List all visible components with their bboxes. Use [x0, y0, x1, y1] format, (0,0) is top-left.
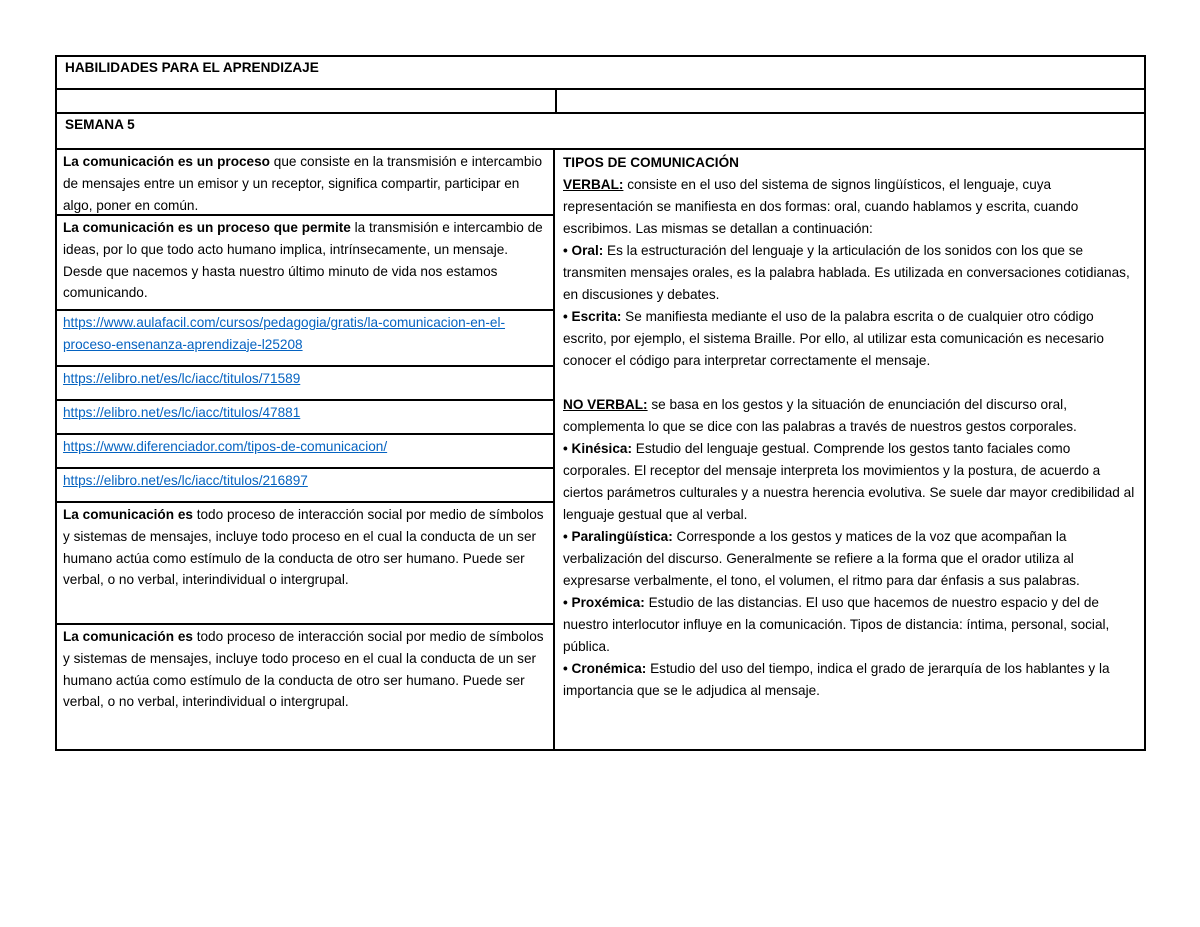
- blank-cell-left: [57, 90, 557, 112]
- link-elibro-47881[interactable]: https://elibro.net/es/lc/iacc/titulos/47881: [63, 405, 301, 420]
- definition-2-bold: La comunicación es un proceso que permite: [63, 220, 351, 235]
- link-cell-2: [57, 367, 553, 401]
- definition-4-text: todo proceso de interacción social por medio de símbolos y sistemas de mensajes, incluye todo proceso en el cual la conducta de un ser humano actúa como estímulo de la conducta de otro ser humano. Puede ser verbal, o no verbal, interindividual o intergrupal.: [63, 629, 544, 710]
- noverbal-paragraph: [563, 394, 1136, 438]
- paragraph-spacer: [563, 372, 1136, 394]
- definition-1-bold: La comunicación es un proceso: [63, 154, 270, 169]
- oral-label: • Oral:: [563, 243, 604, 258]
- oral-paragraph: [563, 240, 1136, 306]
- link-diferenciador[interactable]: https://www.diferenciador.com/tipos-de-comunicacion/: [63, 439, 388, 454]
- cronemica-paragraph: [563, 658, 1136, 702]
- verbal-paragraph: [563, 174, 1136, 240]
- right-column: [555, 150, 1146, 751]
- definition-2-text: la transmisión e intercambio de ideas, por lo que todo acto humano implica, intrínsecamente, un mensaje. Desde que nacemos y hasta nuestro último minuto de vida nos estamos comunicando.: [63, 220, 543, 301]
- cronemica-text: Estudio del uso del tiempo, indica el grado de jerarquía de los hablantes y la importancia que se le adjudica al mensaje.: [563, 661, 1110, 698]
- definition-cell-1: [57, 150, 553, 216]
- week-label: SEMANA 5: [65, 117, 135, 132]
- oral-text: Es la estructuración del lenguaje y la articulación de los sonidos con los que se transmiten mensajes orales, es la palabra hablada. Es utilizada en conversaciones cotidianas, en discusiones y debates.: [563, 243, 1130, 302]
- escrita-text: Se manifiesta mediante el uso de la palabra escrita o de cualquier otro código escrito, por ejemplo, el sistema Braille. Por ello, al utilizar esta comunicación es necesario conocer el código para interpretar correctamente el mensaje.: [563, 309, 1104, 368]
- link-cell-3: [57, 401, 553, 435]
- link-aulafacil[interactable]: https://www.aulafacil.com/cursos/pedagogia/gratis/la-comunicacion-en-el-proceso-ensenanza-aprendizaje-l25208: [63, 315, 506, 352]
- week-row: [55, 114, 1146, 150]
- escrita-paragraph: [563, 306, 1136, 372]
- kinesica-text: Estudio del lenguaje gestual. Comprende los gestos tanto faciales como corporales. El receptor del mensaje interpreta los movimientos y la postura, de acuerdo a ciertos parámetros culturales y a nuestra herencia evolutiva. Se suele dar mayor credibilidad al lenguaje gestual que al verbal.: [563, 441, 1135, 522]
- doc-title: HABILIDADES PARA EL APRENDIZAJE: [65, 60, 319, 75]
- verbal-text: consiste en el uso del sistema de signos lingüísticos, el lenguaje, cuya representación se manifiesta en dos formas: oral, cuando hablamos y escrita, cuando escribimos. Las mismas se detallan a continuación:: [563, 177, 1079, 236]
- noverbal-text: se basa en los gestos y la situación de enunciación del discurso oral, complementa lo que se dice con las palabras a través de nuestros gestos corporales.: [563, 397, 1077, 434]
- link-cell-5: [57, 469, 553, 503]
- types-heading: TIPOS DE COMUNICACIÓN: [563, 155, 739, 170]
- kinesica-paragraph: [563, 438, 1136, 526]
- link-elibro-71589[interactable]: https://elibro.net/es/lc/iacc/titulos/71589: [63, 371, 301, 386]
- definition-4-bold: La comunicación es: [63, 629, 193, 644]
- paralinguistica-label: • Paralingüística:: [563, 529, 673, 544]
- proxemica-paragraph: [563, 592, 1136, 658]
- definition-1-text: que consiste en la transmisión e intercambio de mensajes entre un emisor y un receptor, significa compartir, participar en algo, poner en común.: [63, 154, 542, 213]
- link-cell-4: [57, 435, 553, 469]
- escrita-label: • Escrita:: [563, 309, 622, 324]
- verbal-label: VERBAL:: [563, 177, 624, 192]
- kinesica-label: • Kinésica:: [563, 441, 632, 456]
- document-table: [55, 55, 1146, 751]
- noverbal-label: NO VERBAL:: [563, 397, 648, 412]
- title-row: [55, 55, 1146, 90]
- link-cell-1: [57, 311, 553, 367]
- blank-row: [55, 90, 1146, 114]
- definition-cell-4: [57, 625, 553, 751]
- paralinguistica-paragraph: [563, 526, 1136, 592]
- definition-cell-3: [57, 503, 553, 625]
- definition-cell-2: [57, 216, 553, 311]
- cronemica-label: • Cronémica:: [563, 661, 647, 676]
- link-elibro-216897[interactable]: https://elibro.net/es/lc/iacc/titulos/216897: [63, 473, 308, 488]
- content-row: [55, 150, 1146, 751]
- definition-3-text: todo proceso de interacción social por medio de símbolos y sistemas de mensajes, incluye todo proceso en el cual la conducta de un ser humano actúa como estímulo de la conducta de otro ser humano. Puede ser verbal, o no verbal, interindividual o intergrupal.: [63, 507, 544, 588]
- proxemica-label: • Proxémica:: [563, 595, 645, 610]
- left-column: [55, 150, 555, 751]
- definition-3-bold: La comunicación es: [63, 507, 193, 522]
- paralinguistica-text: Corresponde a los gestos y matices de la voz que acompañan la verbalización del discurso. Generalmente se refiere a la forma que el orador utiliza al expresarse verbalmente, el tono, el volumen, el ritmo para dar énfasis a sus palabras.: [563, 529, 1080, 588]
- proxemica-text: Estudio de las distancias. El uso que hacemos de nuestro espacio y del de nuestro interlocutor influye en la comunicación. Tipos de distancia: íntima, personal, social, pública.: [563, 595, 1110, 654]
